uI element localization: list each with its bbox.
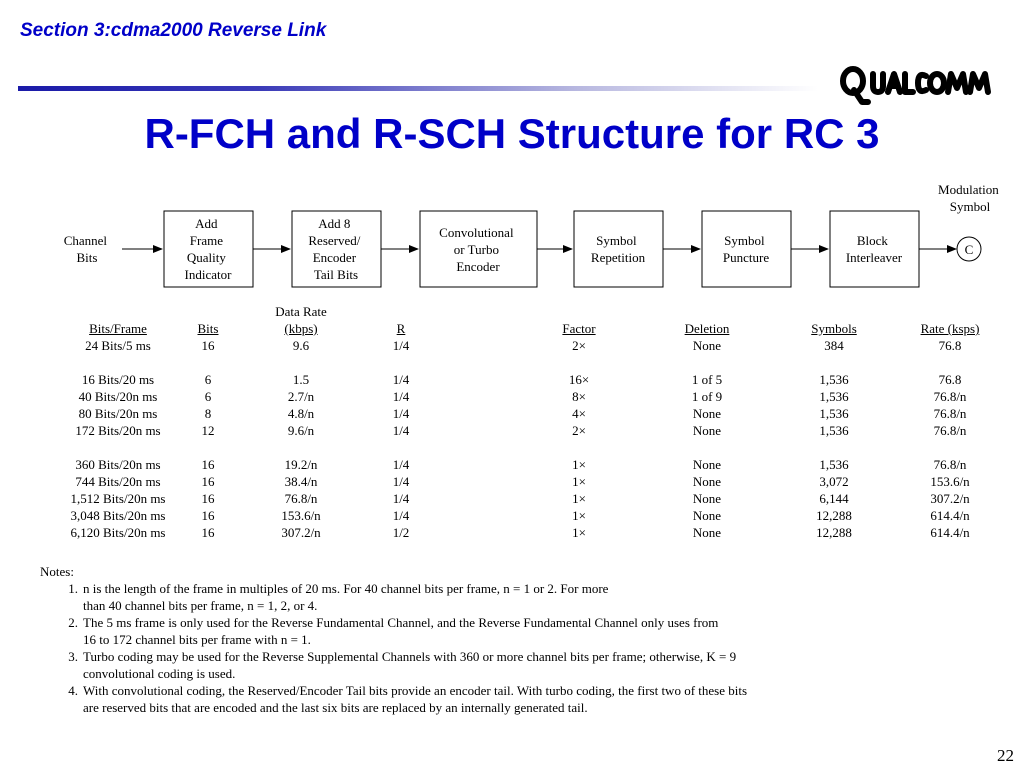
header-deletion: Deletion [684,321,730,336]
table-cell: 80 Bits/20n ms [78,406,158,421]
note-number: 3. [68,649,78,664]
table-cell: 614.4/n [930,508,970,523]
table-cell: 1/4 [392,491,410,506]
table-cell: 1× [572,457,586,472]
table-row [0,371,994,388]
header-symbols: Symbols [811,321,857,336]
table-cell: 2.7/n [287,389,315,404]
note-line: 16 to 172 channel bits per frame with n = 1. [83,632,311,647]
table-cell: 3,048 Bits/20n ms [70,508,166,523]
table-cell: 1,536 [819,372,849,387]
table-cell: 1/4 [392,508,410,523]
table-cell: 1/4 [392,372,410,387]
table-cell: 2× [572,423,586,438]
table-cell: 9.6 [292,338,310,353]
table-cell: 1× [572,525,586,540]
note-item [40,614,1000,648]
table-cell: 1,512 Bits/20n ms [70,491,166,506]
table-cell: 3,072 [819,474,849,489]
table-cell: 16 Bits/20 ms [81,372,155,387]
header-bits-per-frame: Bits/Frame [89,321,147,336]
block-diagram [0,0,1024,300]
note-line: The 5 ms frame is only used for the Reverse Fundamental Channel, and the Reverse Fundamental Channel only uses from [83,615,719,630]
table-cell: 360 Bits/20n ms [75,457,161,472]
table-cell: 76.8/n [933,457,967,472]
notes [40,563,1000,716]
table-cell: 1,536 [819,389,849,404]
table-cell: 1 of 5 [691,372,723,387]
block-symbol-repetition-label: Symbol Repetition [590,233,646,265]
table-cell: 12 [201,423,215,438]
block-encoder-label: Convolutional or Turbo Encoder [439,225,514,274]
table-cell: None [692,508,722,523]
table-row [0,422,994,439]
note-line: are reserved bits that are encoded and the last six bits are replaced by an internally generated tail. [83,700,588,715]
header-factor: Factor [562,321,596,336]
block-symbol-repetition [574,211,663,287]
table-cell: 384 [824,338,844,353]
table-cell: 38.4/n [284,474,318,489]
table-cell: 76.8/n [933,423,967,438]
note-text [83,580,1000,614]
table-spacer-row [0,354,994,371]
table-cell: 172 Bits/20n ms [75,423,161,438]
note-number: 4. [68,683,78,698]
header-data-rate-top: Data Rate [275,304,327,319]
table-cell: 1/4 [392,406,410,421]
table-cell: 2× [572,338,586,353]
table-cell: 76.8/n [933,389,967,404]
table-cell: None [692,491,722,506]
header-rate: Rate (ksps) [920,321,980,336]
note-text [83,614,1000,648]
table-cell: 1,536 [819,457,849,472]
table-cell: 153.6/n [930,474,970,489]
table-cell: 1/4 [392,423,410,438]
table-cell: 4× [572,406,586,421]
rate-table [0,303,994,541]
table-cell: 4.8/n [287,406,315,421]
output-label: Modulation Symbol [938,182,999,214]
table-cell: 6 [204,372,212,387]
table-cell: 614.4/n [930,525,970,540]
table-cell: 1.5 [292,372,310,387]
table-row [0,337,994,354]
table-row [0,490,994,507]
table-cell: 24 Bits/5 ms [85,338,151,353]
page-number: 22 [997,746,1014,765]
note-line: than 40 channel bits per frame, n = 1, 2, or 4. [83,598,318,613]
table-cell: 76.8/n [284,491,318,506]
note-text [83,682,1000,716]
block-interleaver-label: Block Interleaver [845,233,903,265]
table-cell: 16 [201,491,215,506]
table-cell: 6,144 [819,491,849,506]
table-cell: 1/4 [392,389,410,404]
note-number: 1. [68,581,78,596]
table-cell: 16 [201,338,215,353]
table-cell: 744 Bits/20n ms [75,474,161,489]
block-symbol-puncture [702,211,791,287]
table-cell: 1/4 [392,457,410,472]
note-line: Turbo coding may be used for the Reverse Supplemental Channels with 360 or more channel bits per frame; otherwise, K = 9 [83,649,737,664]
note-line: n is the length of the frame in multiples of 20 ms. For 40 channel bits per frame, n = 1 or 2. For more [83,581,609,596]
note-number: 2. [68,615,78,630]
table-cell: 153.6/n [281,508,321,523]
table-row [0,473,994,490]
table-cell: 307.2/n [281,525,321,540]
table-cell: 6 [204,389,212,404]
table-cell: 1/4 [392,474,410,489]
note-item [40,682,1000,716]
table-cell: 6,120 Bits/20n ms [70,525,166,540]
table-cell: 1× [572,474,586,489]
header-r: R [396,321,406,336]
notes-heading: Notes: [40,564,74,579]
table-cell: None [692,457,722,472]
table-cell: 76.8 [938,338,962,353]
table-cell: 12,288 [816,525,852,540]
output-node-label: C [964,242,974,257]
note-line: convolutional coding is used. [83,666,236,681]
table-cell: 9.6/n [287,423,315,438]
note-line: With convolutional coding, the Reserved/Encoder Tail bits provide an encoder tail. With turbo coding, the first two of these bits [83,683,748,698]
table-row [0,388,994,405]
block-frame-quality-label: Add Frame Quality Indicator [184,216,232,282]
table-cell: 12,288 [816,508,852,523]
slide-title: R-FCH and R-SCH Structure for RC 3 [144,110,880,157]
table-cell: 40 Bits/20n ms [78,389,158,404]
table-cell: 8× [572,389,586,404]
note-text [83,648,1000,682]
block-symbol-puncture-label: Symbol Puncture [722,233,770,265]
table-cell: 76.8 [938,372,962,387]
header-bits: Bits [197,321,219,336]
header-data-rate: (kbps) [284,321,318,336]
table-cell: 1 of 9 [691,389,723,404]
table-cell: 16 [201,457,215,472]
table-cell: 16 [201,508,215,523]
section-title: Section 3:cdma2000 Reverse Link [20,20,327,41]
table-cell: 1× [572,491,586,506]
table-cell: 16 [201,474,215,489]
table-cell: 16× [568,372,590,387]
table-cell: 19.2/n [284,457,318,472]
table-cell: None [692,423,722,438]
block-tail-bits-label: Add 8 Reserved/ Encoder Tail Bits [308,216,361,282]
note-item [40,580,1000,614]
note-item [40,648,1000,682]
table-spacer-row [0,439,994,456]
table-row [0,507,994,524]
table-cell: 16 [201,525,215,540]
table-header-row [0,320,994,337]
table-cell: 1/2 [392,525,410,540]
table-row [0,524,994,541]
table-cell: None [692,338,722,353]
table-cell: 1,536 [819,423,849,438]
table-cell: 76.8/n [933,406,967,421]
table-cell: 1,536 [819,406,849,421]
table-cell: None [692,474,722,489]
table-cell: 1× [572,508,586,523]
table-cell: None [692,406,722,421]
table-cell: None [692,525,722,540]
table-header-top-row [0,303,994,320]
input-label: Channel Bits [63,233,108,265]
block-interleaver [830,211,919,287]
table-cell: 307.2/n [930,491,970,506]
table-row [0,405,994,422]
table-row [0,456,994,473]
table-cell: 8 [204,406,212,421]
table-cell: 1/4 [392,338,410,353]
